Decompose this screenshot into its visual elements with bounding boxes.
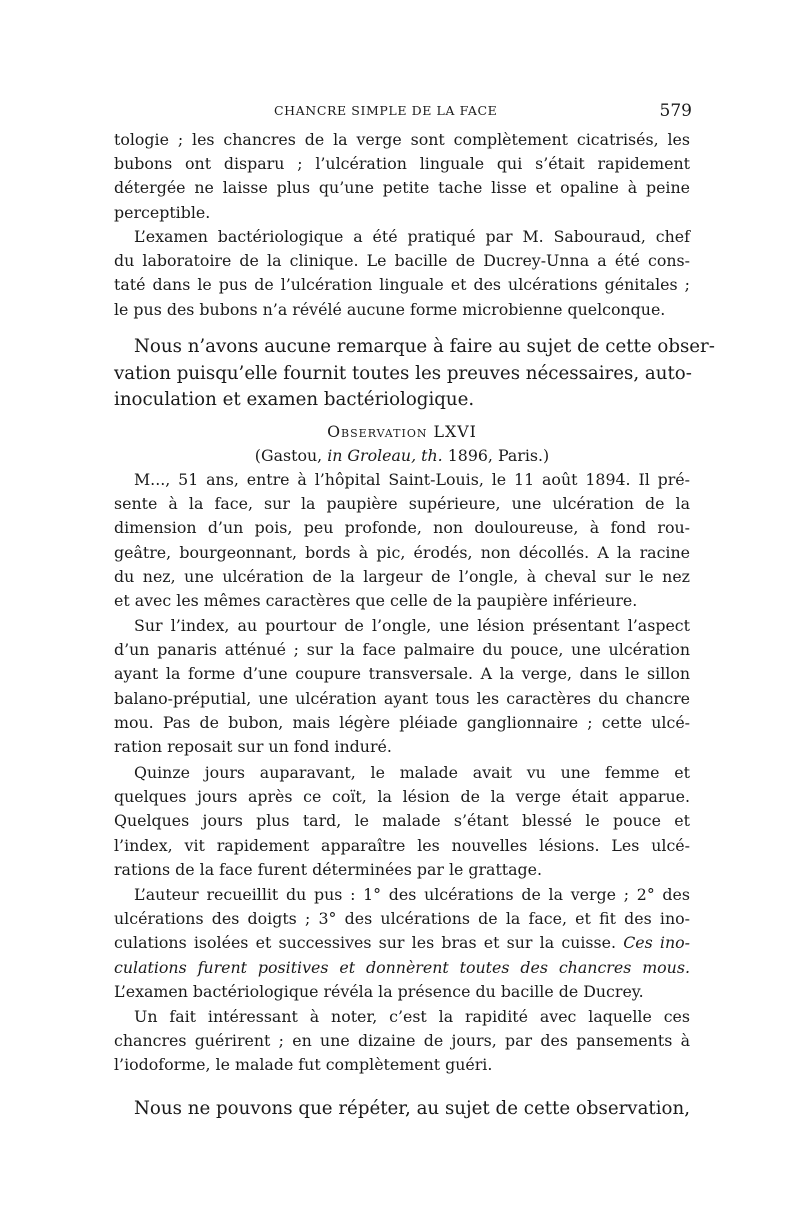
paragraph-case [114,468,690,613]
commentary-paragraph [114,334,715,414]
text-line: d’un panaris atténué ; sur la face palmaire du pouce, une ulcération [114,640,690,660]
text-line: balano-préputial, une ulcération ayant tous les caractères du chancre [114,688,690,708]
text-line: tologie ; les chancres de la verge sont complètement cicatrisés, les [114,130,690,149]
text-line: sente à la face, sur la paupière supérieure, une ulcération de la [114,494,690,514]
text-line: le pus des bubons n’a révélé aucune forme microbienne quelconque. [114,299,666,319]
text-line: ayant la forme d’une coupure transversale. A la verge, dans le sillon [114,664,690,684]
text-line: l’iodoforme, le malade fut complètement guéri. [114,1055,493,1075]
text-line: dimension d’un pois, peu profonde, non douloureuse, à fond rou- [114,518,690,538]
observation-heading [114,420,690,468]
text-line: bubons ont disparu ; l’ulcération linguale qui s’était rapidement [114,154,690,174]
text-line: Un fait intéressant à noter, c’est la rapidité avec laquelle ces [134,1007,690,1026]
paragraph-inoculation [114,883,690,1004]
text-line: ration reposait sur un fond induré. [114,736,392,756]
text-line: L’examen bactériologique a été pratiqué par M. Sabouraud, chef [134,227,690,246]
text-line: Nous n’avons aucune remarque à faire au sujet de cette obser- [134,336,715,357]
text-line: détergée ne laisse plus qu’une petite tache lisse et opaline à peine [114,178,690,198]
text-line: geâtre, bourgeonnant, bords à pic, érodés, non décollés. A la racine [114,542,690,562]
text-line: et avec les mêmes caractères que celle de la paupière inférieure. [114,590,638,610]
page-header [114,101,690,127]
text-line: culations furent positives et donnèrent toutes des chancres mous. [114,957,690,977]
text-line: M..., 51 ans, entre à l’hôpital Saint-Louis, le 11 août 1894. Il pré- [134,470,690,489]
observation-title: Observation LXVI [327,422,477,441]
text-line: quelques jours après ce coït, la lésion de la verge était apparue. [114,787,690,807]
text-line: Sur l’index, au pourtour de l’ongle, une lésion présentant l’aspect [134,616,690,635]
text-line: Quinze jours auparavant, le malade avait vu une femme et [134,763,690,782]
text-line: du nez, une ulcération de la largeur de l’ongle, à cheval sur le nez [114,566,690,586]
text-line: Quelques jours plus tard, le malade s’étant blessé le pouce et [114,811,690,831]
paragraph-continuation [114,128,690,225]
observation-source: (Gastou, in Groleau, th. 1896, Paris.) [254,446,550,466]
text-line: du laboratoire de la clinique. Le bacille de Ducrey-Unna a été cons- [114,251,690,271]
text-line: taté dans le pus de l’ulcération linguale et des ulcérations génitales ; [114,275,690,295]
text-line: chancres guérirent ; en une dizaine de jours, par des pansements à [114,1031,690,1051]
running-title: CHANCRE SIMPLE DE LA FACE [274,103,498,118]
text-line: l’index, vit rapidement apparaître les nouvelles lésions. Les ulcé- [114,835,690,855]
text-line: Nous ne pouvons que répéter, au sujet de cette observation, [134,1098,690,1119]
text-line: mou. Pas de bubon, mais légère pléiade ganglionnaire ; cette ulcé- [114,712,690,732]
text-line: culations isolées et successives sur les bras et sur la cuisse. Ces ino- [114,933,690,953]
text-line: ulcérations des doigts ; 3° des ulcérations de la face, et fit des ino- [114,909,690,929]
paragraph-healing [114,1005,690,1078]
text-line: L’examen bactériologique révéla la présence du bacille de Ducrey. [114,981,644,1001]
paragraph-history [114,761,690,882]
text-line: rations de la face furent déterminées par le grattage. [114,859,543,879]
paragraph-index [114,614,690,759]
page-number: 579 [659,101,692,121]
commentary-closing [114,1096,690,1123]
text-line: inoculation et examen bactériologique. [114,389,475,410]
paragraph-bacteriology [114,225,690,322]
text-line: vation puisqu’elle fournit toutes les preuves nécessaires, auto- [114,362,692,384]
text-line: perceptible. [114,202,211,222]
text-line: L’auteur recueillit du pus : 1° des ulcérations de la verge ; 2° des [134,885,690,904]
